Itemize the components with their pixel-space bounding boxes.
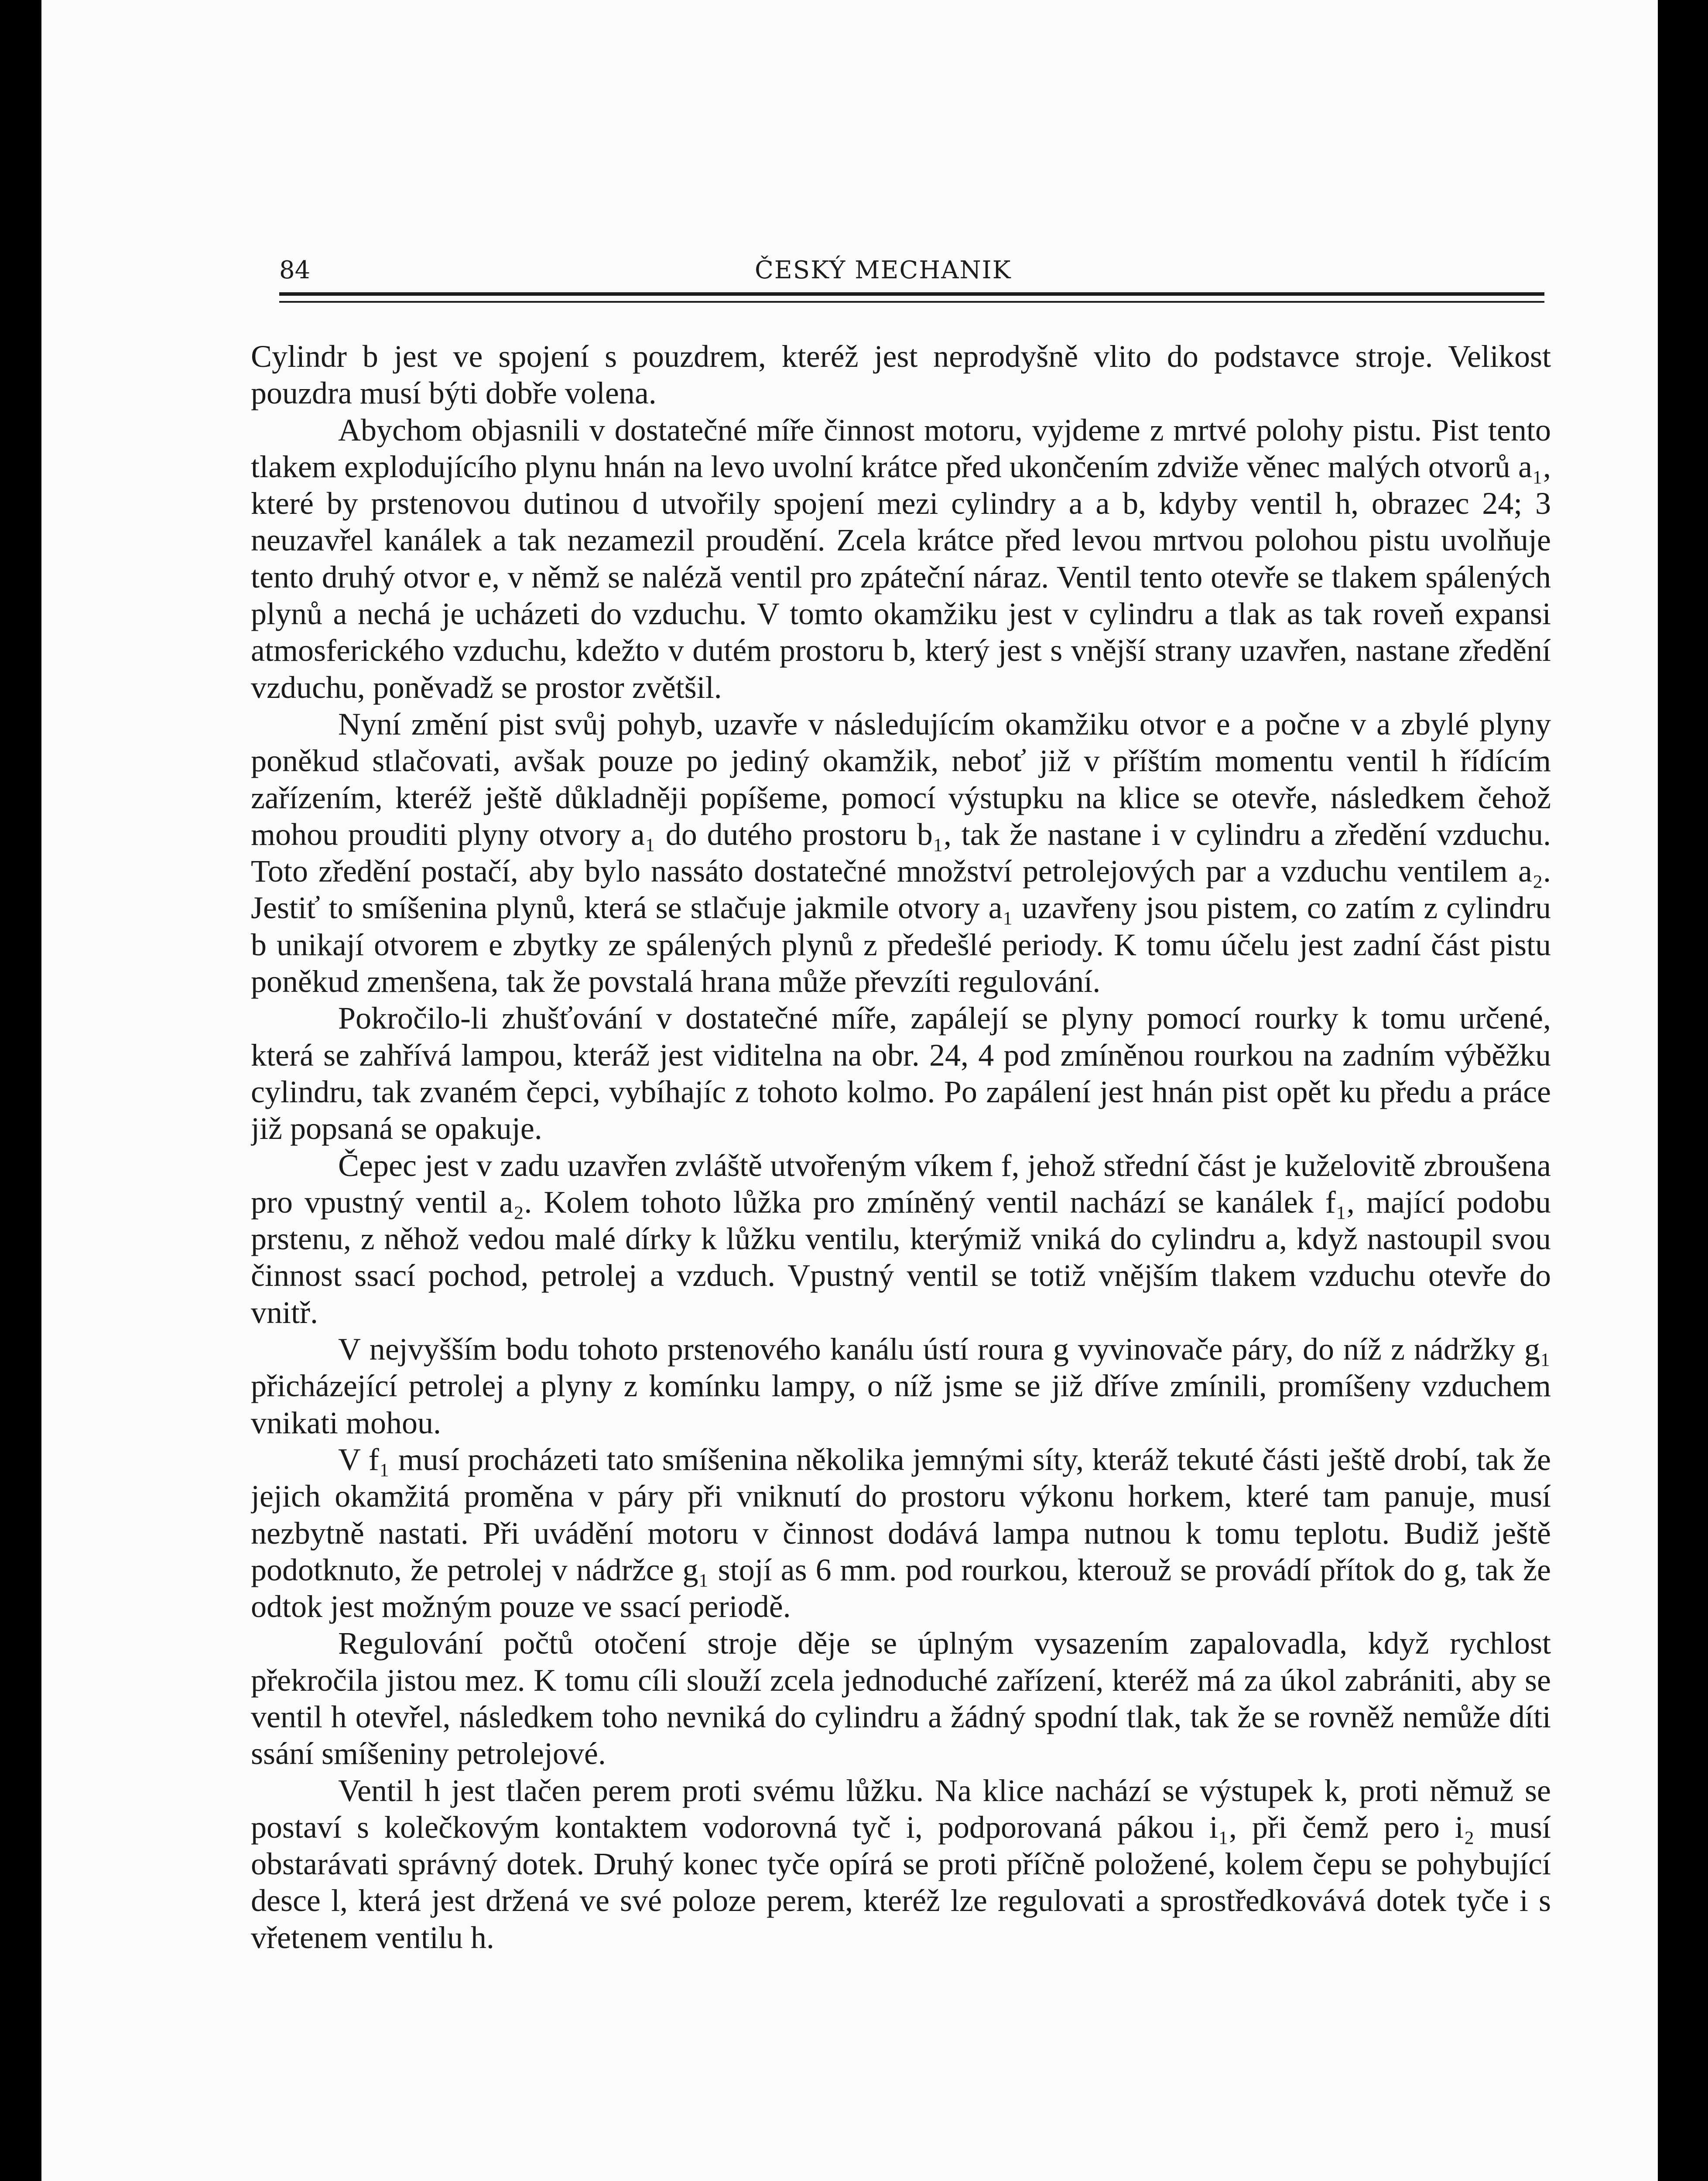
article-body: [251, 338, 1551, 2181]
paragraph: V nejvyšším bodu tohoto prstenového kanálu ústí roura g vyvinovače páry, do níž z nádržky g₁ přicházející petrolej a plyny z komínku lampy, o níž jsme se již dříve zmínili, promíšeny vzduchem vnikati mohou.: [251, 1332, 1551, 1440]
paragraph: Pokročilo-li zhušťování v dostatečné míře, zapálejí se plyny pomocí rourky k tomu určené, která se zahřívá lampou, kteráž jest viditelna na obr. 24, 4 pod zmíněnou rourkou na zadním výběžku cylindru, tak zvaném čepci, vybíhajíc z tohoto kolmo. Po zapálení jest hnán pist opět ku předu a práce již popsaná se opakuje.: [251, 1001, 1551, 1146]
header-rule-thin: [279, 301, 1544, 303]
paragraph: Cylindr b jest ve spojení s pouzdrem, kteréž jest neprodyšně vlito do podstavce stroje. Velikost pouzdra musí býti dobře volena.: [251, 339, 1551, 411]
paragraph: Čepec jest v zadu uzavřen zvláště utvořeným víkem f, jehož střední část je kuželovitě zbroušena pro vpustný ventil a₂. Kolem tohoto lůžka pro zmíněný ventil nachází se kanálek f₁, mající podobu prstenu, z něhož vedou malé dírky k lůžku ventilu, kterýmiž vniká do cylindru a, když nastoupil svou činnost ssací pochod, petrolej a vzduch. Vpustný ventil se totiž vnějším tlakem vzduchu otevře do vnitř.: [251, 1148, 1551, 1330]
header-rule-thick: [279, 292, 1544, 296]
paragraph: Ventil h jest tlačen perem proti svému lůžku. Na klice nachází se výstupek k, proti němuž se postaví s kolečkovým kontaktem vodorovná tyč i, podporovaná pákou i₁, při čemž pero i₂ musí obstarávati správný dotek. Druhý konec tyče opírá se proti příčně položené, kolem čepu se pohybující desce l, která jest držená ve své poloze perem, kteréž lze regulovati a sprostředkovává dotek tyče i s vřetenem ventilu h.: [251, 1773, 1551, 1955]
scan-border-left: [0, 0, 41, 2181]
paragraph: Nyní změní pist svůj pohyb, uzavře v následujícím okamžiku otvor e a počne v a zbylé plyny poněkud stlačovati, avšak pouze po jediný okamžik, neboť již v příštím momentu ventil h řídícím zařízením, kteréž ještě důkladněji popíšeme, pomocí výstupku na klice se otevře, následkem čehož mohou prouditi plyny otvory a₁ do dutého prostoru b₁, tak že nastane i v cylindru a zředění vzduchu. Toto zředění postačí, aby bylo nassáto dostatečné množství petrolejových par a vzduchu ventilem a₂. Jestiť to smíšenina plynů, která se stlačuje jakmile otvory a₁ uzavřeny jsou pistem, co zatím z cylindru b unikají otvorem e zbytky ze spálených plynů z předešlé periody. K tomu účelu jest zadní část pistu poněkud zmenšena, tak že povstalá hrana může převzíti regulování.: [251, 706, 1551, 999]
paragraph: Abychom objasnili v dostatečné míře činnost motoru, vyjdeme z mrtvé polohy pistu. Pist tento tlakem explodujícího plynu hnán na levo uvolní krátce před ukončením zdviže věnec malých otvorů a₁, které by prstenovou dutinou d utvořily spojení mezi cylindry a a b, kdyby ventil h, obrazec 24; 3 neuzavřel kanálek a tak nezamezil proudění. Zcela krátce před levou mrtvou polohou pistu uvolňuje tento druhý otvor e, v němž se naléză ventil pro zpáteční náraz. Ventil tento otevře se tlakem spálených plynů a nechá je ucházeti do vzduchu. V tomto okamžiku jest v cylindru a tlak as tak roveň expansi atmosferického vzduchu, kdežto v dutém prostoru b, který jest s vnější strany uzavřen, nastane zředění vzduchu, poněvadž se prostor zvětšil.: [251, 412, 1551, 705]
scan-border-right: [1658, 0, 1708, 2181]
page-number: 84: [279, 256, 311, 284]
page-header: [279, 253, 1544, 288]
paragraph: Regulování počtů otočení stroje děje se úplným vysazením zapalovadla, když rychlost překročila jistou mez. K tomu cíli slouží zcela jednoduché zařízení, kteréž má za úkol zabrániti, aby se ventil h otevřel, následkem toho nevniká do cylindru a žádný spodní tlak, tak že se rovněž nemůže díti ssání smíšeniny petrolejové.: [251, 1626, 1551, 1771]
paragraph: V f₁ musí procházeti tato smíšenina několika jemnými síty, kteráž tekuté části ještě drobí, tak že jejich okamžitá proměna v páry při vniknutí do prostoru výkonu horkem, které tam panuje, musí nezbytně nastati. Při uvádění motoru v činnost dodává lampa nutnou k tomu teplotu. Budiž ještě podotknuto, že petrolej v nádržce g₁ stojí as 6 mm. pod rourkou, kterouž se provádí přítok do g, tak že odtok jest možným pouze ve ssací periodě.: [251, 1442, 1551, 1624]
running-title: ČESKÝ MECHANIK: [755, 256, 1012, 284]
